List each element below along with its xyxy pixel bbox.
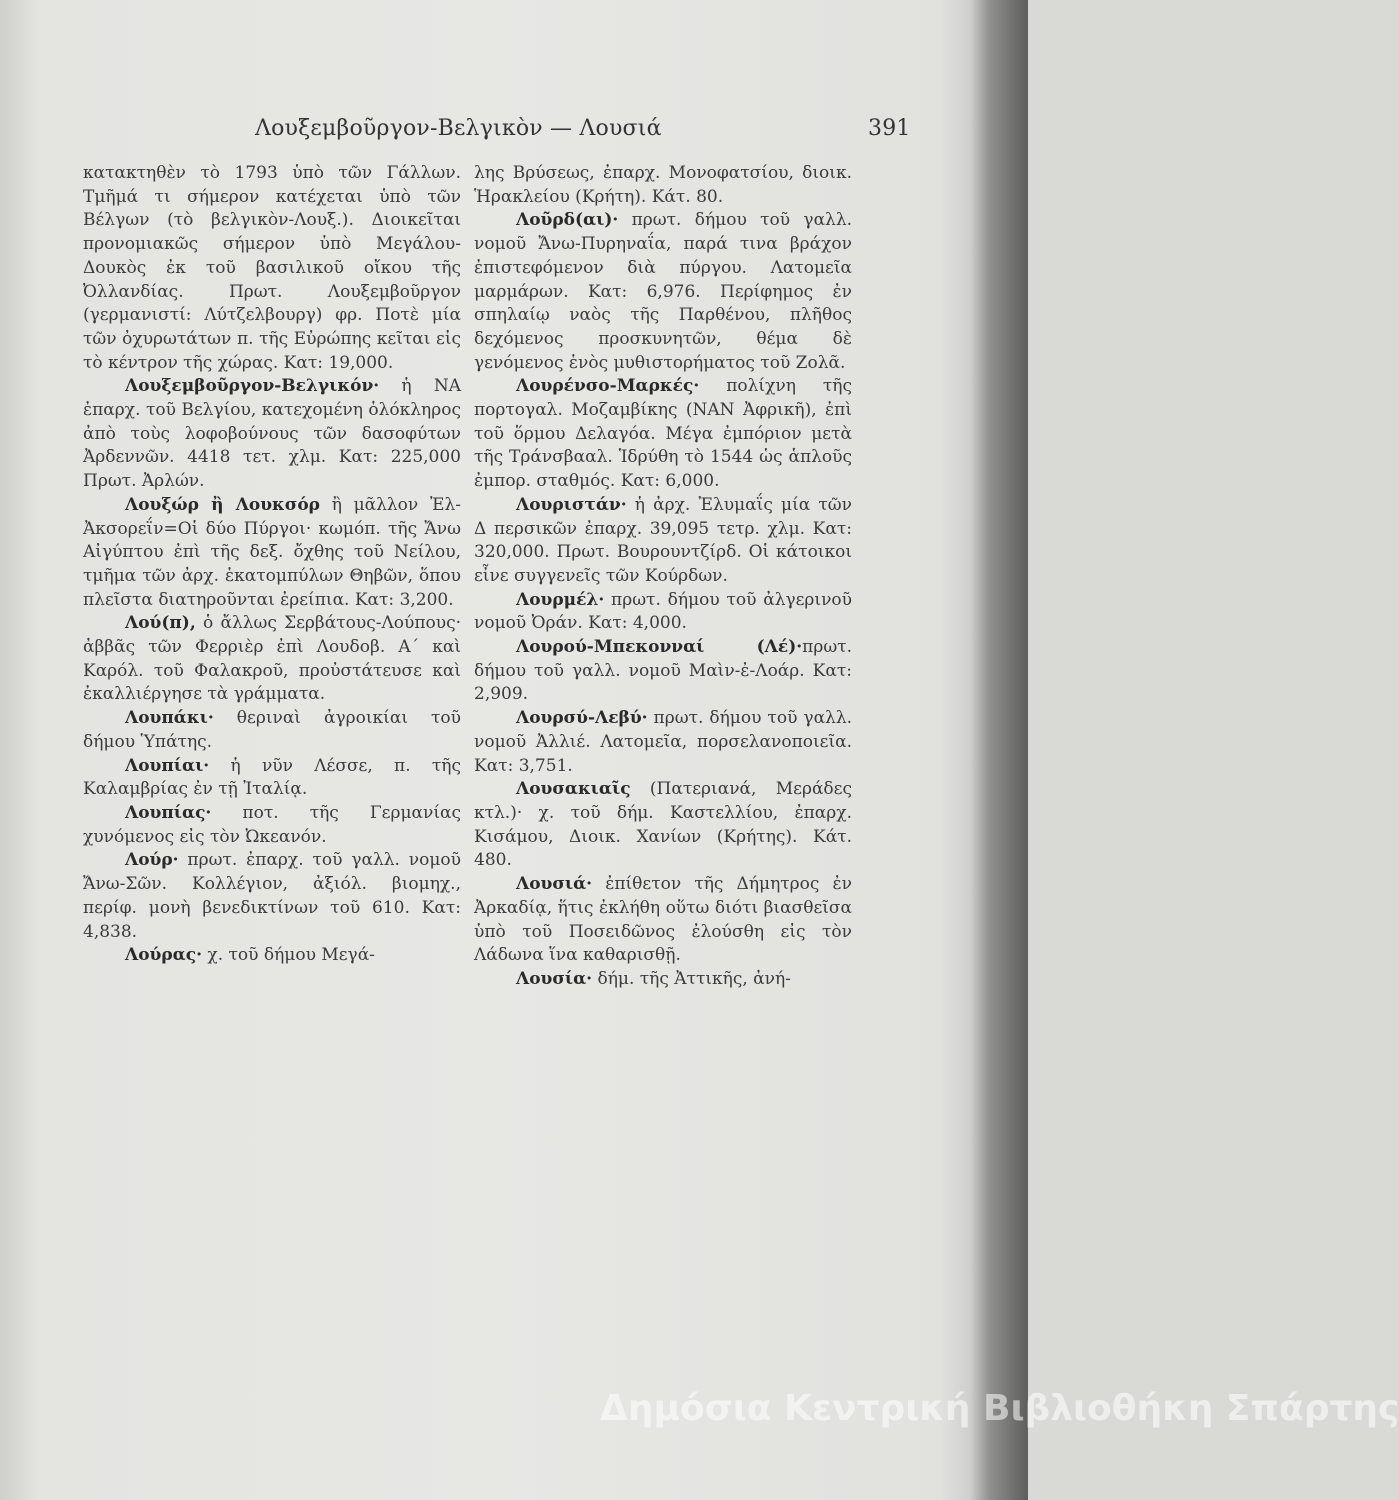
entry-body: πρωτ. δήμου τοῦ γαλλ. νομοῦ Ἄνω-Πυρηναΐα, παρά τινα βράχον ἐπιστεφόμενον διὰ πύργου. Λατομεῖα μαρμάρων. Κατ: 6,976. Περίφημος ἐν σπηλαίῳ ναὸς τῆς Παρθένου, πλῆθος δεχόμενος προσκυνητῶν, θέμα δὲ γενόμενος ἑνὸς μυθιστορήματος τοῦ Ζολᾶ. bbox=[474, 210, 852, 373]
entry-body: ὁ ἄλλως Σερβάτους-Λούπους· ἀββᾶς τῶν Φερριὲρ ἐπὶ Λουδοβ. Α΄ καὶ Καρόλ. τοῦ Φαλακροῦ, προὐστάτευσε καὶ ἐκαλλιέργησε τὰ γράμματα. bbox=[83, 613, 461, 705]
entry-body: δήμ. τῆς Ἀττικῆς, ἀνή- bbox=[592, 968, 791, 989]
running-header bbox=[255, 116, 911, 141]
entry-body: πρωτ. δήμου τοῦ ἀλγερινοῦ νομοῦ Ὀράν. Κατ: 4,000. bbox=[474, 589, 852, 634]
entry-continuation: κατακτηθὲν τὸ 1793 ὑπὸ τῶν Γάλλων. Τμῆμά τι σήμερον κατέχεται ὑπὸ τῶν Βέλγων (τὸ βελγικὸν-Λουξ.). Διοικεῖται προνομιακῶς σήμερον ὑπὸ Μεγάλου-Δουκὸς ἐκ τοῦ βασιλικοῦ οἴκου τῆς Ὀλλανδίας. Πρωτ. Λουξεμβοῦργον (γερμανιστί: Λύτζελβουργ) φρ. Ποτὲ μία τῶν ὀχυρωτάτων π. τῆς Εὐρώπης κεῖται εἰς τὸ κέντρον τῆς χώρας. Κατ: 19,000. bbox=[83, 163, 461, 373]
entry-headword: Λουξώρ ἢ Λουκσόρ bbox=[125, 494, 320, 515]
dictionary-entry bbox=[83, 802, 461, 849]
entry-headword: Λουπίαι· bbox=[125, 755, 210, 776]
entry-headword: Λουπίας· bbox=[125, 802, 212, 823]
dictionary-entry bbox=[474, 707, 852, 778]
entry-headword: Λουξεμβοῦργον-Βελγικόν· bbox=[125, 376, 380, 397]
entry-headword: Λουπάκι· bbox=[125, 708, 214, 729]
dictionary-entry bbox=[474, 589, 852, 636]
left-column bbox=[83, 162, 461, 968]
entry-body: πρωτ. δήμου τοῦ γαλλ. νομοῦ Μαὶν-ἐ-Λοάρ. Κατ: 2,909. bbox=[474, 637, 852, 705]
entry-headword: Λουρένσο-Μαρκές· bbox=[516, 376, 700, 397]
entry-headword: Λουρμέλ· bbox=[516, 589, 605, 610]
entry-body: ἡ ἀρχ. Ἐλυμαΐς μία τῶν Δ περσικῶν ἐπαρχ. 39,095 τετρ. χλμ. Κατ: 320,000. Πρωτ. Βουρουντζίρδ. Οἱ κάτοικοι εἶνε συγγενεῖς τῶν Κούρδων. bbox=[474, 494, 852, 586]
dictionary-entry bbox=[83, 944, 461, 968]
entry-body: πολίχνη τῆς πορτογαλ. Μοζαμβίκης (ΝΑΝ Ἀφρικῆ), ἐπὶ τοῦ ὅρμου Δελαγόα. Μέγα ἐμπόριον μετὰ τῆς Τράνσβααλ. Ἱδρύθη τὸ 1544 ὡς ἁπλοῦς ἐμπορ. σταθμός. Κατ: 6,000. bbox=[474, 376, 852, 492]
dictionary-entry bbox=[83, 755, 461, 802]
dictionary-entry bbox=[83, 612, 461, 707]
entry-headword: Λοῦρδ(αι)· bbox=[516, 210, 619, 231]
entry-body: (Πατεριανά, Μεράδες κτλ.)· χ. τοῦ δήμ. Καστελλίου, ἐπαρχ. Κισάμου, Διοικ. Χανίων (Κρήτης). Κάτ. 480. bbox=[474, 779, 852, 871]
dictionary-entry bbox=[83, 707, 461, 754]
entry-headword: Λουριστάν· bbox=[516, 494, 627, 515]
entry-body: ποτ. τῆς Γερμανίας χυνόμενος εἰς τὸν Ὠκεανόν. bbox=[83, 802, 461, 847]
entry-body: πρωτ. δήμου τοῦ γαλλ. νομοῦ Ἀλλιέ. Λατομεῖα, πορσελανοποιεῖα. Κατ: 3,751. bbox=[474, 708, 852, 776]
dictionary-entry bbox=[474, 209, 852, 375]
entry-body: ἐπίθετον τῆς Δήμητρος ἐν Ἀρκαδίᾳ, ἥτις ἐκλήθη οὕτω διότι βιασθεῖσα ὑπὸ τοῦ Ποσειδῶνος ἐλούσθη εἰς τὸν Λάδωνα ἵνα καθαρισθῇ. bbox=[474, 874, 852, 966]
entry-body: πρωτ. ἐπαρχ. τοῦ γαλλ. νομοῦ Ἄνω-Σῶν. Κολλέγιον, ἀξιόλ. βιομηχ., περίφ. μονὴ βενεδικτίνων τοῦ 610. Κατ: 4,838. bbox=[83, 850, 461, 942]
entry-headword: Λουσία· bbox=[516, 968, 593, 989]
dictionary-entry bbox=[474, 873, 852, 968]
dictionary-entry bbox=[83, 375, 461, 494]
entry-body: χ. τοῦ δήμου Μεγά- bbox=[201, 945, 375, 966]
page-number: 391 bbox=[868, 116, 911, 141]
entry-body: θεριναὶ ἀγροικίαι τοῦ δήμου Ὑπάτης. bbox=[83, 708, 461, 752]
entry-headword: Λούρ· bbox=[125, 850, 179, 871]
dictionary-entry bbox=[474, 778, 852, 873]
dictionary-entry bbox=[474, 636, 852, 707]
right-column bbox=[474, 162, 852, 992]
dictionary-entry bbox=[474, 375, 852, 494]
dictionary-entry bbox=[474, 494, 852, 589]
dictionary-entry bbox=[83, 849, 461, 944]
entry-continuation: λης Βρύσεως, ἐπαρχ. Μονοφατσίου, διοικ. Ἡρακλείου (Κρήτη). Κάτ. 80. bbox=[474, 163, 852, 207]
entry-headword: Λούρας· bbox=[125, 945, 202, 966]
entry-headword: Λού(π), bbox=[125, 613, 196, 634]
entry-body: ἡ ΝΑ ἐπαρχ. τοῦ Βελγίου, κατεχομένη ὁλόκληρος ἀπὸ τοὺς λοφοβούνους τῶν δασοφύτων Ἀρδεννῶν. 4418 τετ. χλμ. Κατ: 225,000 Πρωτ. Ἀρλών. bbox=[83, 376, 461, 492]
header-title: Λουξεμβοῦργον-Βελγικὸν — Λουσιά bbox=[255, 116, 662, 141]
entry-headword: Λουρσύ-Λεβύ· bbox=[516, 708, 648, 729]
dictionary-entry bbox=[474, 968, 852, 992]
library-watermark: Δημόσια Κεντρική Βιβλιοθήκη Σπάρτης bbox=[600, 1388, 1399, 1429]
entry-body: ἢ μᾶλλον Ἐλ-Ἀκσορεΐν=Οἱ δύο Πύργοι· κωμόπ. τῆς Ἄνω Αἰγύπτου ἐπὶ τῆς δεξ. ὄχθης τοῦ Νείλου, τμῆμα τῶν ἀρχ. ἑκατομπύλων Θηβῶν, ὅπου πλεῖστα διατηροῦνται ἐρείπια. Κατ: 3,200. bbox=[83, 494, 461, 610]
entry-headword: Λουσιά· bbox=[516, 874, 593, 895]
entry-headword: Λουσακιαῖς bbox=[516, 779, 631, 800]
dictionary-entry bbox=[83, 494, 461, 613]
entry-body: ἡ νῦν Λέσσε, π. τῆς Καλαμβρίας ἐν τῇ Ἰταλίᾳ. bbox=[83, 755, 461, 800]
entry-headword: Λουρού-Μπεκονναί (Λέ)· bbox=[516, 637, 803, 658]
